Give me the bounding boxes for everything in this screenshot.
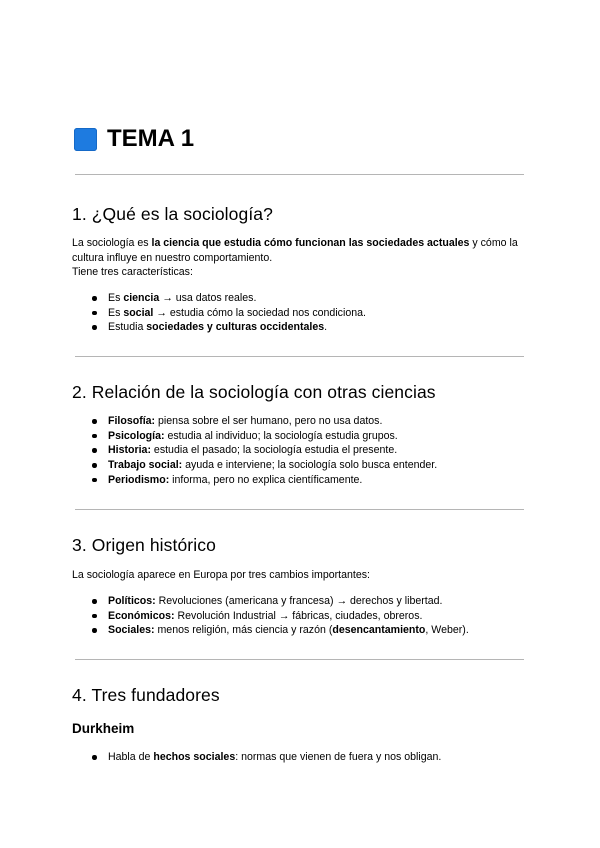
document-title-text: TEMA 1 bbox=[107, 125, 195, 152]
section-1-list bbox=[92, 291, 532, 335]
section-heading-2: 2. Relación de la sociología con otras ciencias bbox=[72, 382, 436, 402]
item-bold: Psicología: bbox=[108, 429, 165, 442]
item-bold: sociedades y culturas occidentales bbox=[146, 321, 325, 334]
list-item bbox=[92, 320, 532, 335]
item-text: menos religión, más ciencia y razón ( bbox=[154, 624, 333, 637]
item-text: Es bbox=[108, 292, 124, 304]
item-bold: hechos sociales bbox=[153, 751, 236, 763]
item-text: Es bbox=[108, 306, 124, 319]
section-3-intro: La sociología aparece en Europa por tres cambios importantes: bbox=[72, 569, 370, 581]
list-item bbox=[92, 429, 532, 444]
item-text: Estudia bbox=[108, 321, 147, 334]
list-item bbox=[92, 458, 532, 473]
item-text: : normas que vienen de fuera y nos obligan. bbox=[235, 751, 442, 763]
section-divider bbox=[75, 174, 524, 175]
section-divider bbox=[75, 659, 524, 660]
section-3-list bbox=[92, 594, 532, 638]
section-2-list bbox=[92, 414, 532, 488]
item-text: , Weber). bbox=[425, 624, 469, 637]
list-item bbox=[92, 473, 532, 488]
list-item bbox=[92, 594, 532, 609]
item-text: → usa datos reales. bbox=[159, 292, 257, 304]
document-title bbox=[74, 124, 194, 154]
section-divider bbox=[75, 356, 524, 357]
list-item bbox=[92, 623, 532, 638]
list-item bbox=[92, 306, 532, 321]
section-4-list bbox=[92, 750, 532, 765]
item-text: ayuda e interviene; la sociología solo busca entender. bbox=[182, 459, 438, 472]
item-bold: desencantamiento bbox=[332, 624, 426, 637]
item-bold: Trabajo social: bbox=[108, 459, 183, 472]
item-bold: social bbox=[123, 306, 154, 319]
subheading-durkheim: Durkheim bbox=[72, 721, 135, 736]
item-text: Revoluciones (americana y francesa) → derechos y libertad. bbox=[155, 595, 443, 607]
intro-text: La sociología es bbox=[72, 237, 152, 249]
item-text: . bbox=[324, 321, 328, 334]
item-bold: Periodismo: bbox=[108, 473, 170, 486]
item-bold: Filosofía: bbox=[108, 415, 156, 427]
item-bold: Sociales: bbox=[108, 624, 155, 637]
item-text: estudia al individuo; la sociología estudia grupos. bbox=[164, 429, 398, 442]
item-bold: Económicos: bbox=[108, 609, 175, 622]
blue-square-icon bbox=[74, 128, 97, 151]
item-text: Habla de bbox=[108, 751, 154, 763]
item-bold: ciencia bbox=[123, 292, 160, 304]
item-text: informa, pero no explica científicamente. bbox=[169, 473, 363, 486]
intro-text: y cómo la cultura influye en nuestro comportamiento. bbox=[72, 237, 518, 264]
intro-text: Tiene tres características: bbox=[72, 266, 193, 279]
item-text: → estudia cómo la sociedad nos condiciona. bbox=[153, 306, 366, 319]
item-text: piensa sobre el ser humano, pero no usa datos. bbox=[155, 415, 383, 427]
section-heading-3: 3. Origen histórico bbox=[72, 535, 216, 555]
section-divider bbox=[75, 509, 524, 510]
list-item bbox=[92, 443, 532, 458]
section-heading-4: 4. Tres fundadores bbox=[72, 685, 220, 705]
item-text: Revolución Industrial → fábricas, ciudades, obreros. bbox=[174, 609, 423, 622]
intro-bold: la ciencia que estudia cómo funcionan las sociedades actuales bbox=[151, 237, 470, 249]
section-heading-1: 1. ¿Qué es la sociología? bbox=[72, 204, 273, 224]
list-item bbox=[92, 750, 532, 765]
list-item bbox=[92, 291, 532, 306]
list-item bbox=[92, 414, 532, 429]
section-1-intro bbox=[72, 236, 532, 280]
item-bold: Historia: bbox=[108, 444, 151, 457]
item-text: estudia el pasado; la sociología estudia el presente. bbox=[150, 444, 398, 457]
list-item bbox=[92, 609, 532, 624]
item-bold: Políticos: bbox=[108, 595, 156, 607]
